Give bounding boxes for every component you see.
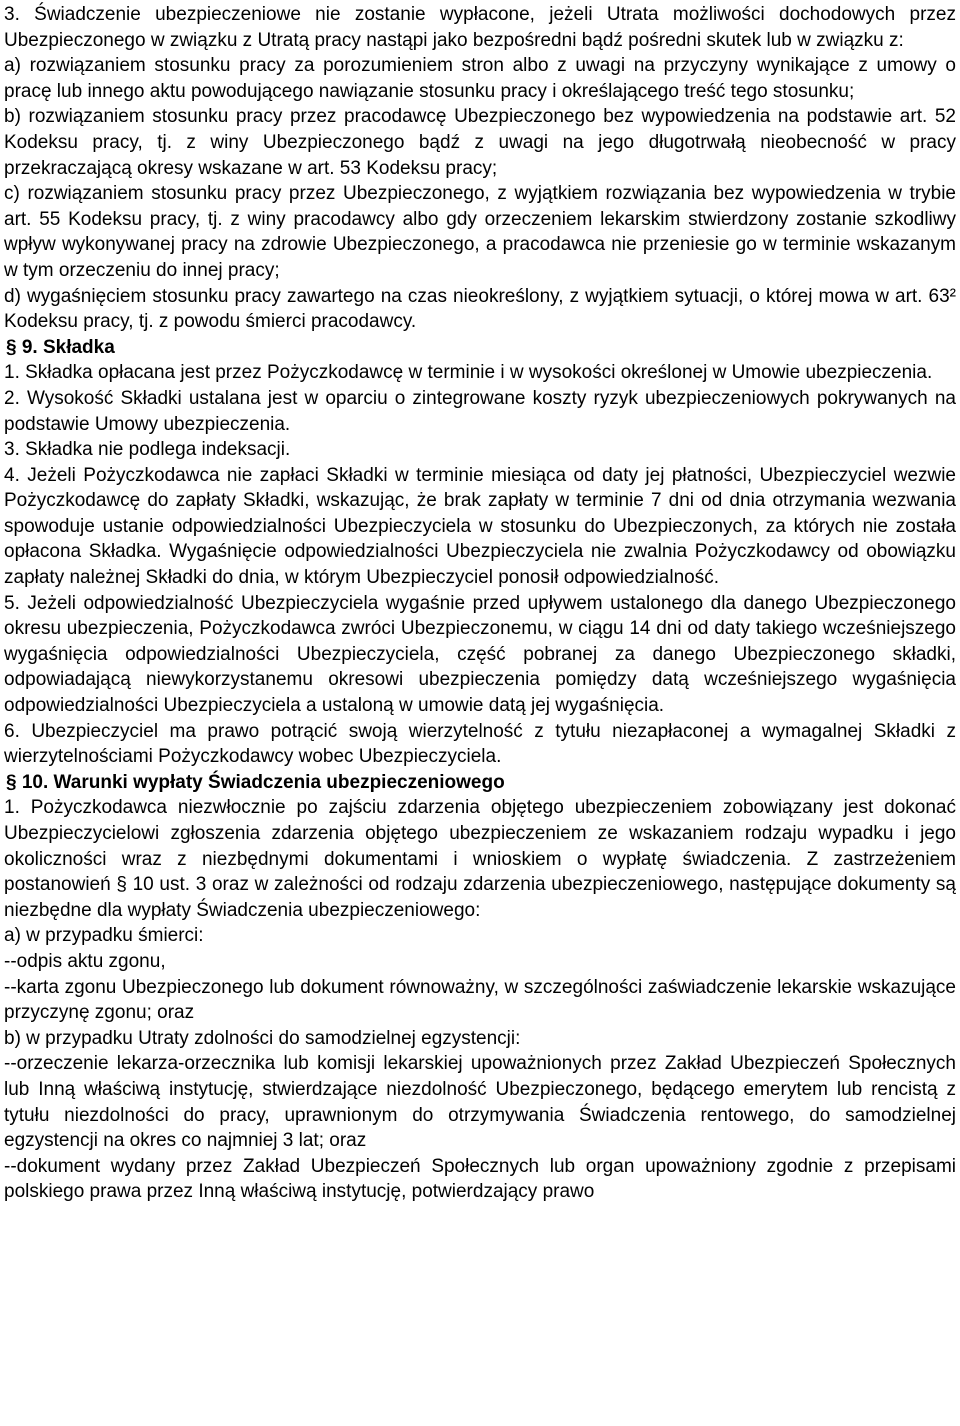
paragraph-3-intro: 3. Świadczenie ubezpieczeniowe nie zostanie wypłacone, jeżeli Utrata możliwości dochodowych przez Ubezpieczonego w związku z Utratą pracy nastąpi jako bezpośredni bądź pośredni skutek lub w związku z: [4, 4, 956, 51]
section-10-heading: § 10. Warunki wypłaty Świadczenia ubezpieczeniowego [6, 771, 505, 793]
section-10-item-a-2: --karta zgonu Ubezpieczonego lub dokument równoważny, w szczególności zaświadczenie lekarskie wskazujące przyczynę zgonu; oraz [4, 976, 956, 1024]
paragraph-3-item-a: a) rozwiązaniem stosunku pracy za porozumieniem stron albo z uwagi na przyczyny wynikające z umowy o pracę lub innego aktu powodującego nawiązanie stosunku pracy i określającego treść tego stosunku; [4, 55, 956, 102]
section-10-item-b: b) w przypadku Utraty zdolności do samodzielnej egzystencji: [4, 1027, 521, 1049]
section-9-paragraph-4: 4. Jeżeli Pożyczkodawca nie zapłaci Składki w terminie miesiąca od daty jej płatności, Ubezpieczyciel wezwie Pożyczkodawcę do zapłaty Składki, wskazując, że brak zapłaty w terminie 7 dni od dnia otrzymania wezwania spowoduje ustanie odpowiedzialności Ubezpieczyciela w stosunku do Ubezpieczonych, za których nie została opłacona Składka. Wygaśnięcie odpowiedzialności Ubezpieczyciela nie zwalnia Pożyczkodawcy od obowiązku zapłaty należnej Składki do dnia, w którym Ubezpieczyciel ponosił odpowiedzialność. [4, 464, 956, 589]
section-10-paragraph-1: 1. Pożyczkodawca niezwłocznie po zajściu zdarzenia objętego ubezpieczeniem zobowiązany jest dokonać Ubezpieczycielowi zgłoszenia zdarzenia objętego ubezpieczeniem ze wskazaniem rodzaju wypadku i jego okoliczności wraz z niezbędnymi dokumentami i wnioskiem o wypłatę świadczenia. Z zastrzeżeniem postanowień § 10 ust. 3 oraz w zależności od rodzaju zdarzenia ubezpieczeniowego, następujące dokumenty są niezbędne dla wypłaty Świadczenia ubezpieczeniowego: [4, 797, 956, 921]
section-10-item-b-1: --orzeczenie lekarza-orzecznika lub komisji lekarskiej upoważnionych przez Zakład Ubezpieczeń Społecznych lub Inną właściwą instytucję, stwierdzające niezdolność Ubezpieczonego, będącego emerytem lub rencistą z tytułu niezdolności do pracy, uprawnionym do otrzymywania Świadczenia rentowego, do samodzielnej egzystencji na okres co najmniej 3 lat; oraz [4, 1053, 956, 1152]
paragraph-3-item-b: b) rozwiązaniem stosunku pracy przez pracodawcę Ubezpieczonego bez wypowiedzenia na podstawie art. 52 Kodeksu pracy, tj. z winy Ubezpieczonego bądź z uwagi na jego długotrwałą nieobecność w pracy przekraczającą okresy wskazane w art. 53 Kodeksu pracy; [4, 106, 956, 179]
paragraph-3-item-c: c) rozwiązaniem stosunku pracy przez Ubezpieczonego, z wyjątkiem rozwiązania bez wypowiedzenia w trybie art. 55 Kodeksu pracy, tj. z winy pracodawcy albo gdy orzeczeniem lekarskim stwierdzony zostanie szkodliwy wpływ wykonywanej pracy na zdrowie Ubezpieczonego, a pracodawca nie przeniesie go w terminie wskazanym w tym orzeczeniu do innej pracy; [4, 183, 956, 281]
section-9-heading: § 9. Składka [6, 336, 115, 358]
section-10-item-b-2: --dokument wydany przez Zakład Ubezpieczeń Społecznych lub organ upoważniony zgodnie z przepisami polskiego prawa przez Inną właściwą instytucję, potwierdzający prawo [4, 1155, 956, 1203]
section-10-item-a: a) w przypadku śmierci: [4, 925, 204, 947]
section-10-item-a-1: --odpis aktu zgonu, [4, 950, 166, 972]
section-9-paragraph-6: 6. Ubezpieczyciel ma prawo potrącić swoją wierzytelność z tytułu niezapłaconej a wymagalnej Składki z wierzytelnościami Pożyczkodawcy wobec Ubezpieczyciela. [4, 720, 956, 768]
paragraph-3-item-d: d) wygaśnięciem stosunku pracy zawartego na czas nieokreślony, z wyjątkiem sytuacji, o której mowa w art. 63² Kodeksu pracy, tj. z powodu śmierci pracodawcy. [4, 285, 956, 333]
section-9-paragraph-2: 2. Wysokość Składki ustalana jest w oparciu o zintegrowane koszty ryzyk ubezpieczeniowych pokrywanych na podstawie Umowy ubezpieczenia. [4, 387, 956, 435]
section-9-paragraph-5: 5. Jeżeli odpowiedzialność Ubezpieczyciela wygaśnie przed upływem ustalonego dla danego Ubezpieczonego okresu ubezpieczenia, Pożyczkodawca zwróci Ubezpieczonemu, w ciągu 14 dni od daty takiego wcześniejszego wygaśnięcia odpowiedzialności Ubezpieczyciela, część pobranej za danego Ubezpieczonego składki, odpowiadającą niewykorzystanemu okresowi ubezpieczenia pomiędzy datą wcześniejszego wygaśnięcia odpowiedzialności Ubezpieczyciela a ustaloną w umowie datą jej wygaśnięcia. [4, 592, 956, 717]
section-9-paragraph-1: 1. Składka opłacana jest przez Pożyczkodawcę w terminie i w wysokości określonej w Umowie ubezpieczenia. [4, 362, 933, 384]
section-9-paragraph-3: 3. Składka nie podlega indeksacji. [4, 439, 291, 461]
